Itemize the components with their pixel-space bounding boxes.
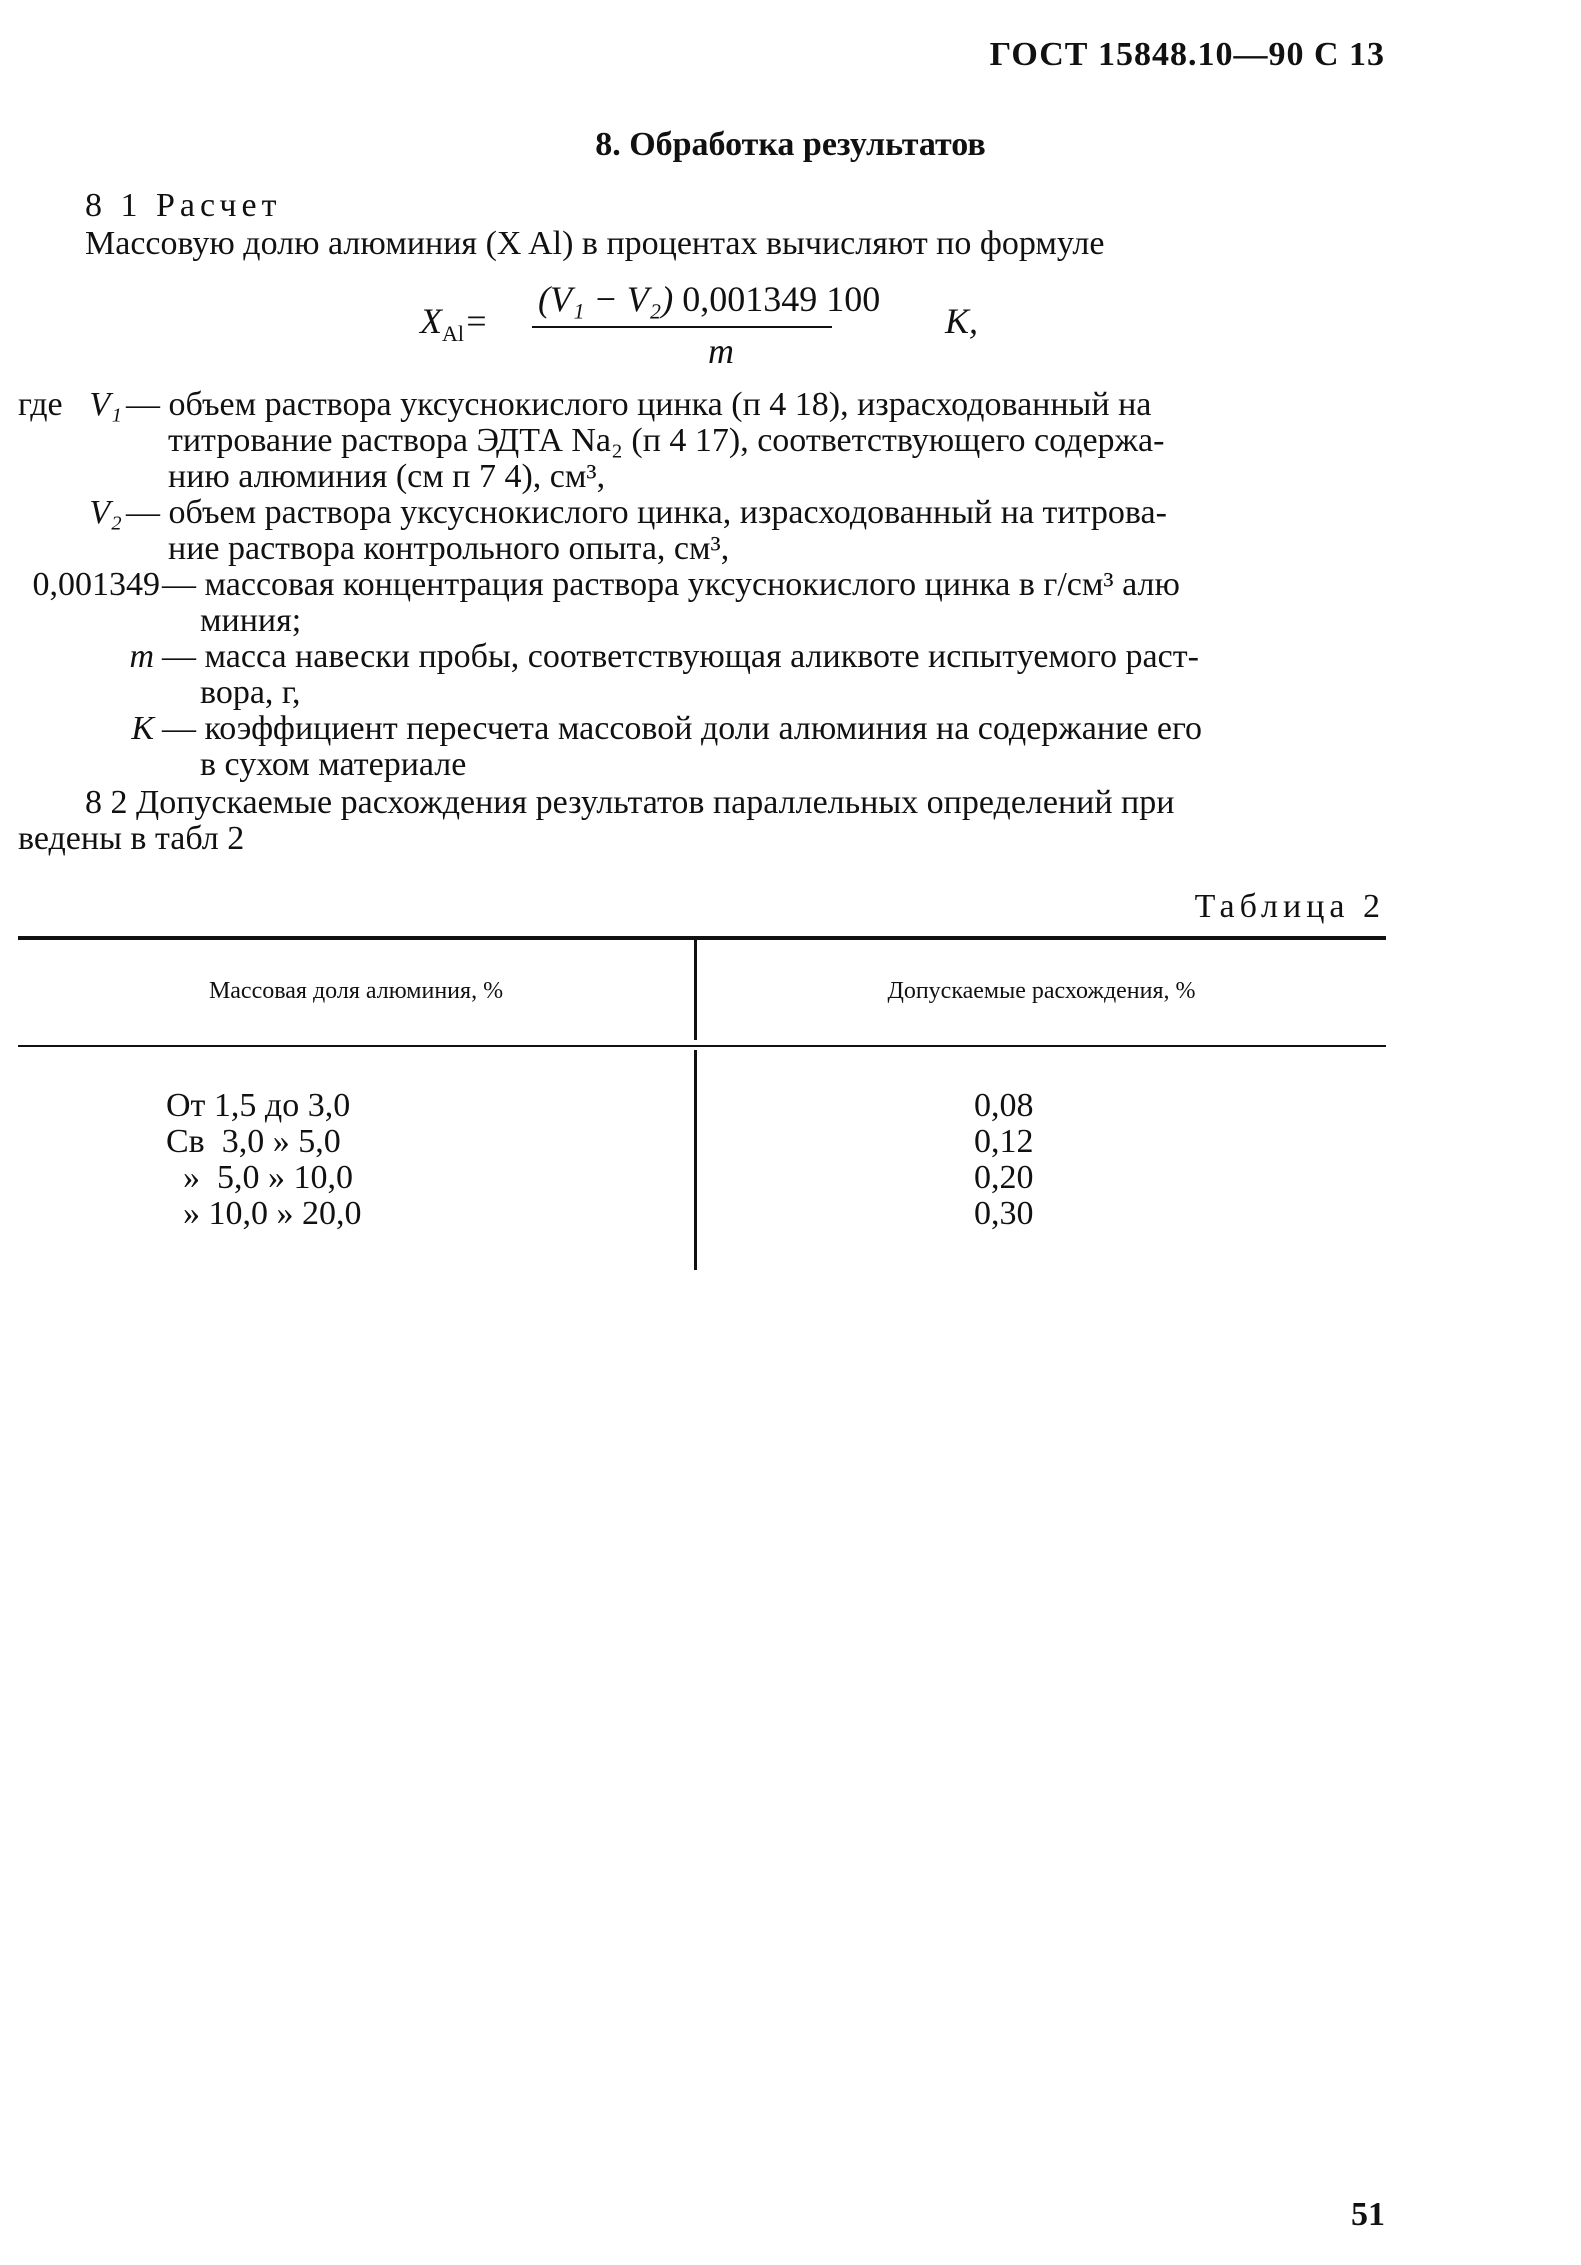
definition-line: миния; [200,602,302,639]
section-title: 8. Обработка результатов [595,126,986,163]
intro-paragraph: Массовую долю алюминия (X Al) в процентах вычисляют по формуле [85,225,1105,262]
fraction-bar [532,326,832,328]
table-top-rule [18,936,1386,940]
definition-symbol: K [131,710,154,747]
definition-symbol: V₁ [89,386,122,423]
table-header-rule [18,1045,1386,1047]
subsection-heading: 8 1 Расчет [85,187,282,224]
table-cell: » 5,0 » 10,0 [166,1159,353,1196]
definition-line: — масса навески пробы, соответствующая аликвоте испытуемого раст- [162,638,1199,675]
definition-line: — объем раствора уксуснокислого цинка (п 4 18), израсходованный на [126,386,1152,423]
definition-line: в сухом материале [200,746,467,783]
definition-line: — объем раствора уксуснокислого цинка, израсходованный на титрова- [126,494,1167,531]
document-header: ГОСТ 15848.10—90 С 13 [989,36,1385,73]
definition-line: — коэффициент пересчета массовой доли алюминия на содержание его [162,710,1203,747]
definition-line: титрование раствора ЭДТА Na₂ (п 4 17), соответствующего содержа- [168,422,1165,459]
page-number: 51 [1351,2196,1385,2233]
definition-symbol: m [129,638,154,675]
table-column-divider [694,1050,697,1270]
definition-line: нию алюминия (см п 7 4), см³, [168,458,606,495]
formula-denominator: m [708,331,734,371]
tolerance-paragraph: ведены в табл 2 [18,820,245,857]
definition-line: вора, г, [200,674,301,711]
table-cell: 0,12 [974,1123,1034,1160]
formula-lhs: $X_{Al}=$ [420,301,489,347]
table-caption: Таблица 2 [1194,888,1385,925]
tolerance-paragraph: 8 2 Допускаемые расхождения результатов параллельных определений при [85,784,1175,821]
table-header-cell: Допускаемые расхождения, % [887,978,1196,1004]
table-cell: Св 3,0 » 5,0 [166,1123,341,1160]
formula [420,278,1020,371]
definition-prefix: где [18,386,63,423]
table-cell: 0,08 [974,1087,1034,1124]
table-cell: 0,20 [974,1159,1034,1196]
table-cell: » 10,0 » 20,0 [166,1195,362,1232]
definition-symbol: V₂ [89,494,122,531]
definition-line: — массовая концентрация раствора уксуснокислого цинка в г/см³ алю [162,566,1180,603]
definition-symbol: 0,001349 [32,566,160,603]
definition-line: ние раствора контрольного опыта, см³, [168,530,730,567]
table-cell: 0,30 [974,1195,1034,1232]
table-header-cell: Массовая доля алюминия, % [208,978,504,1004]
formula-numerator: (V₁ − V₂) 0,001349 100 [538,279,881,319]
formula-multiplier: K, [945,301,979,341]
table-cell: От 1,5 до 3,0 [166,1087,351,1124]
